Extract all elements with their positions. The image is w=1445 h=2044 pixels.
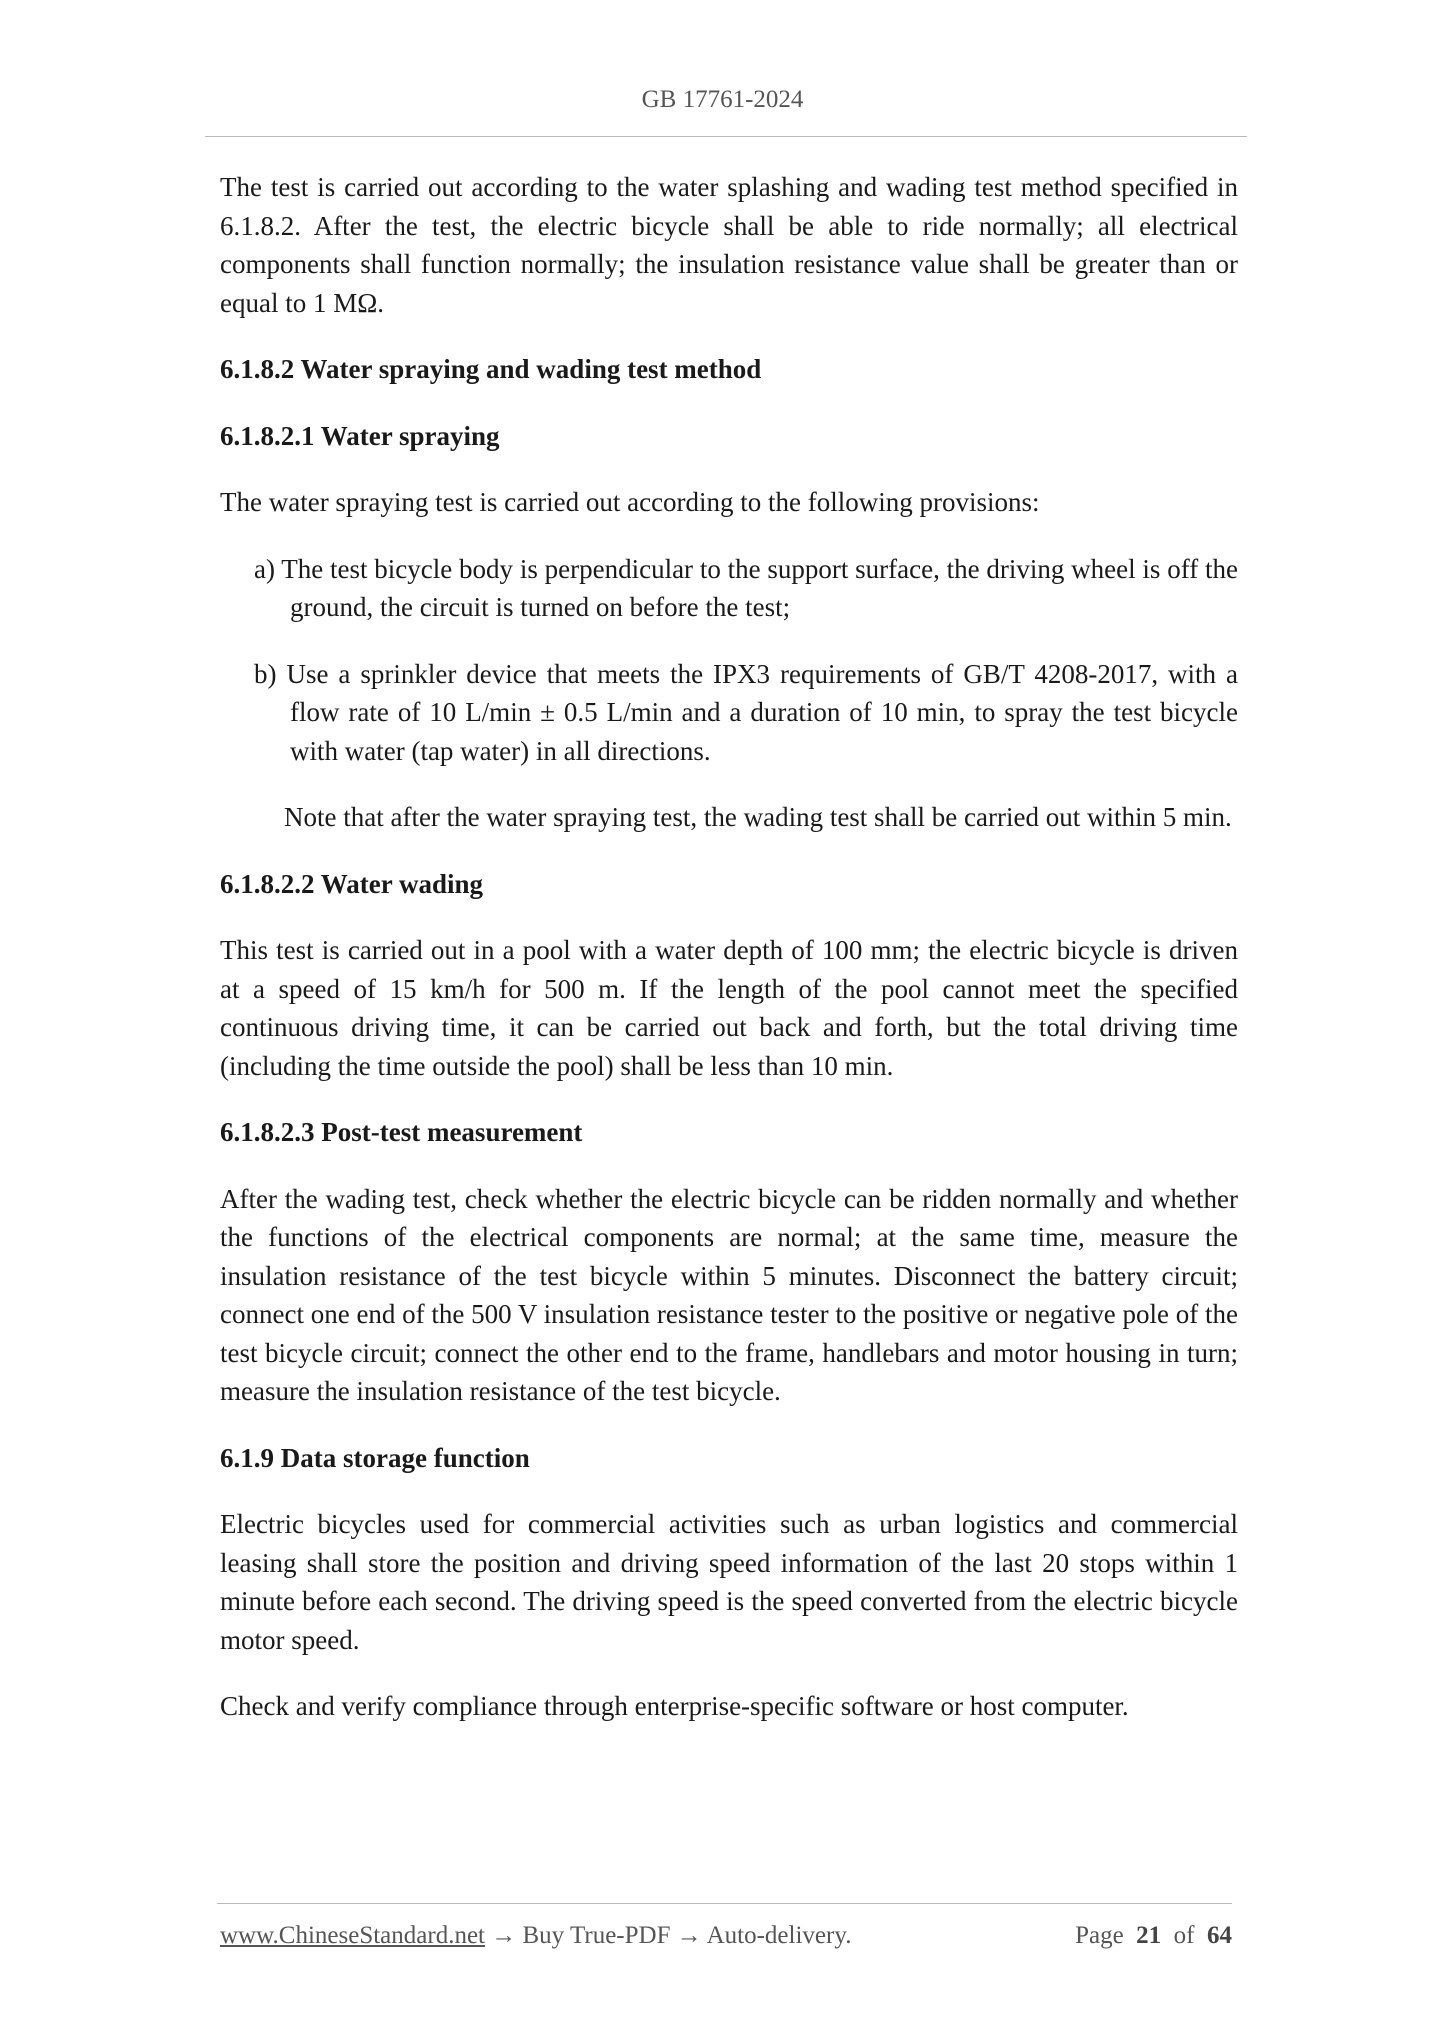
page-indicator xyxy=(1075,1922,1232,1950)
page-content xyxy=(220,168,1238,1754)
list-item-b: b) Use a sprinkler device that meets the IPX3 requirements of GB/T 4208-2017, with a flow rate of 10 L/min ± 0.5 L/min and a duration of 10 min, to spray the test bicycle with water (tap water) in all directions. xyxy=(254,658,1238,766)
paragraph: This test is carried out in a pool with a water depth of 100 mm; the electric bicycle is driven at a speed of 15 km/h for 500 m. If the length of the pool cannot meet the specified continuous driving time, it can be carried out back and forth, but the total driving time (including the time outside the pool) shall be less than 10 min. xyxy=(220,935,1238,1081)
total-pages: 64 xyxy=(1207,1922,1232,1949)
page-number: 21 xyxy=(1136,1922,1162,1949)
section-heading: 6.1.8.2.1 Water spraying xyxy=(220,420,500,451)
paragraph: The test is carried out according to the water splashing and wading test method specified in 6.1.8.2. After the test, the electric bicycle shall be able to ride normally; all electrical components shall function normally; the insulation resistance value shall be greater than or equal to 1 MΩ. xyxy=(220,172,1238,318)
footer-left xyxy=(220,1922,851,1950)
website-link[interactable]: www.ChineseStandard.net xyxy=(220,1922,485,1949)
footer-tagline: → Buy True-PDF → Auto-delivery. xyxy=(485,1922,852,1949)
paragraph: Check and verify compliance through enterprise-specific software or host computer. xyxy=(220,1691,1129,1721)
document-header-title: GB 17761-2024 xyxy=(641,86,804,113)
section-heading: 6.1.8.2.2 Water wading xyxy=(220,868,484,899)
page-label: Page xyxy=(1075,1922,1124,1949)
section-heading: 6.1.9 Data storage function xyxy=(220,1442,530,1473)
paragraph: The water spraying test is carried out according to the following provisions: xyxy=(220,487,1040,517)
section-heading: 6.1.8.2.3 Post-test measurement xyxy=(220,1117,583,1147)
footer-divider xyxy=(217,1903,1232,1904)
paragraph: Electric bicycles used for commercial activities such as urban logistics and commercial leasing shall store the position and driving speed information of the last 20 stops within 1 minute before each second. The driving speed is the speed converted from the electric bicycle motor speed. xyxy=(220,1509,1238,1655)
of-label: of xyxy=(1173,1922,1195,1949)
paragraph: After the wading test, check whether the electric bicycle can be ridden normally and whether the functions of the electrical components are normal; at the same time, measure the insulation resistance of the test bicycle within 5 minutes. Disconnect the battery circuit; connect one end of the 500 V insulation resistance tester to the positive or negative pole of the test bicycle circuit; connect the other end to the frame, handlebars and motor housing in turn; measure the insulation resistance of the test bicycle. xyxy=(220,1183,1238,1406)
header-divider xyxy=(205,136,1247,137)
page-footer xyxy=(220,1922,1232,1950)
list-item-a: a) The test bicycle body is perpendicular to the support surface, the driving wheel is off the ground, the circuit is turned on before the test; xyxy=(254,553,1238,622)
section-heading: 6.1.8.2 Water spraying and wading test method xyxy=(220,354,762,384)
note: Note that after the water spraying test, the wading test shall be carried out within 5 min. xyxy=(284,802,1232,832)
